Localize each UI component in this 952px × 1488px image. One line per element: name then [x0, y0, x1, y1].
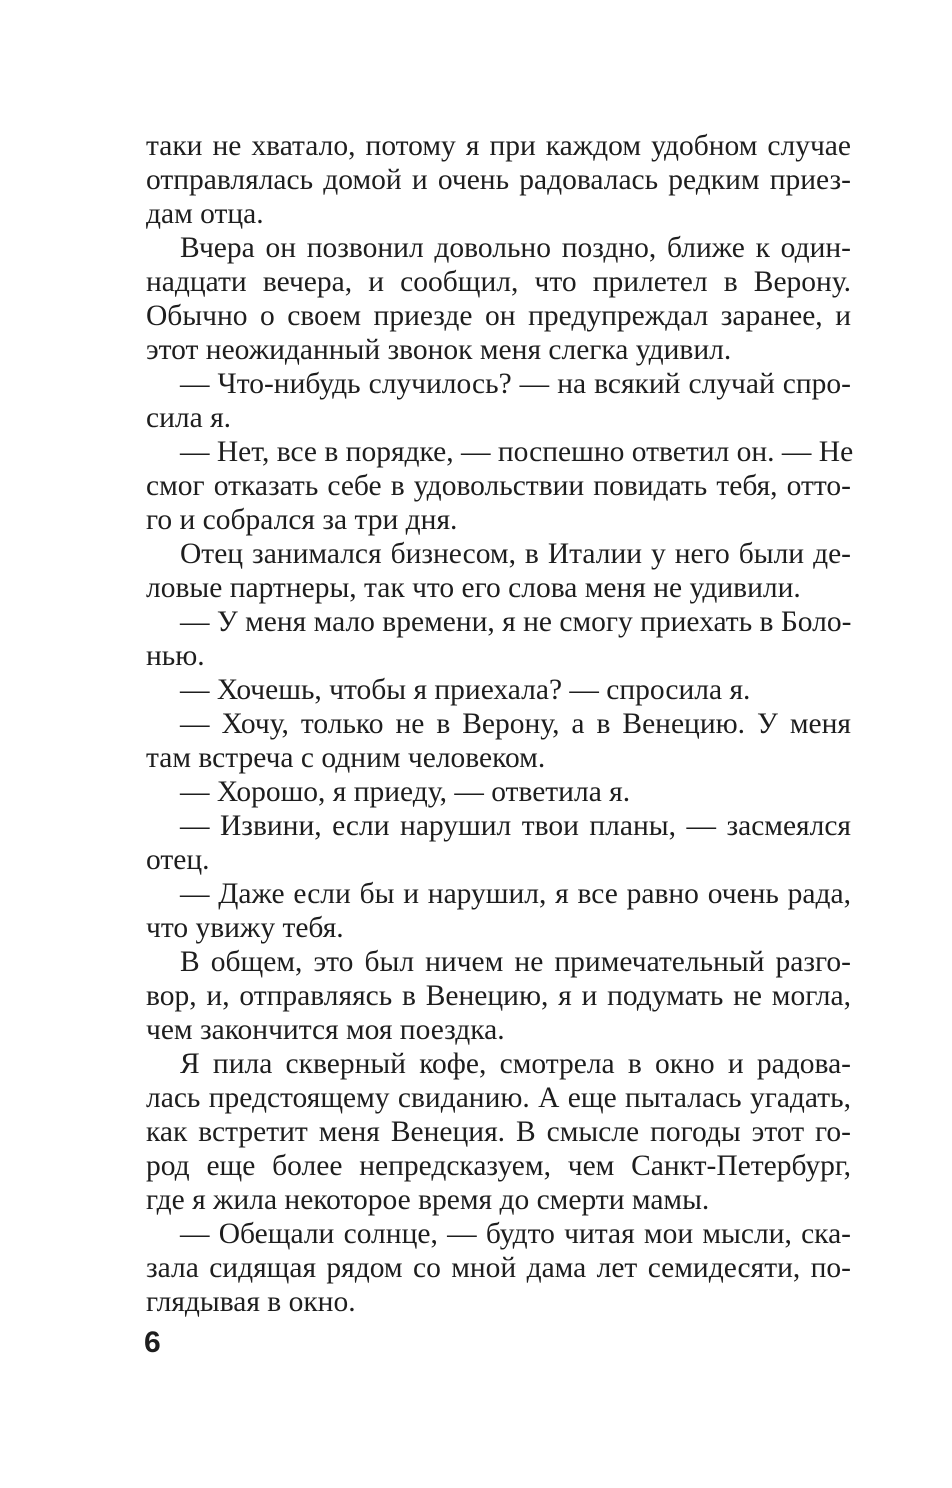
- text-line: Я пила скверный кофе, смотрела в окно и радова-: [180, 1048, 851, 1080]
- text-line: — Что-нибудь случилось? — на всякий случай спро-: [180, 368, 851, 400]
- text-line: лась предстоящему свиданию. А еще пыталась угадать,: [146, 1082, 851, 1114]
- text-line: там встреча с одним человеком.: [146, 742, 546, 774]
- text-line: Отец занимался бизнесом, в Италии у него были де-: [180, 538, 851, 570]
- text-line: надцати вечера, и сообщил, что прилетел в Верону.: [146, 266, 851, 298]
- text-line: — Хочешь, чтобы я приехала? — спросила я.: [180, 674, 751, 706]
- text-line: как встретит меня Венеция. В смысле погоды этот го-: [146, 1116, 851, 1148]
- text-line: — Извини, если нарушил твои планы, — засмеялся: [180, 810, 851, 842]
- text-line: — Даже если бы и нарушил, я все равно очень рада,: [180, 878, 851, 910]
- text-line: дам отца.: [146, 198, 264, 230]
- text-line: Вчера он позвонил довольно поздно, ближе к один-: [180, 232, 851, 264]
- text-line: таки не хватало, потому я при каждом удобном случае: [146, 130, 851, 162]
- text-line: Обычно о своем приезде он предупреждал заранее, и: [146, 300, 851, 332]
- text-line: вор, и, отправляясь в Венецию, я и подумать не могла,: [146, 980, 851, 1012]
- text-line: отец.: [146, 844, 210, 876]
- text-line: — Обещали солнце, — будто читая мои мысли, ска-: [180, 1218, 851, 1250]
- text-line: В общем, это был ничем не примечательный разго-: [180, 946, 851, 978]
- text-line: зала сидящая рядом со мной дама лет семидесяти, по-: [146, 1252, 851, 1284]
- text-line: этот неожиданный звонок меня слегка удивил.: [146, 334, 732, 366]
- text-line: — Нет, все в порядке, — поспешно ответил он. — Не: [180, 436, 854, 468]
- text-line: что увижу тебя.: [146, 912, 344, 944]
- text-line: — Хорошо, я приеду, — ответила я.: [180, 776, 631, 808]
- text-line: глядывая в окно.: [146, 1286, 356, 1318]
- text-line: где я жила некоторое время до смерти мамы.: [146, 1184, 710, 1216]
- text-line: ловые партнеры, так что его слова меня не удивили.: [146, 572, 801, 604]
- text-line: отправлялась домой и очень радовалась редким приез-: [146, 164, 851, 196]
- text-line: го и собрался за три дня.: [146, 504, 458, 536]
- text-line: смог отказать себе в удовольствии повидать тебя, отто-: [146, 470, 851, 502]
- text-line: нью.: [146, 640, 205, 672]
- text-line: — У меня мало времени, я не смогу приехать в Боло-: [180, 606, 852, 638]
- text-line: род еще более непредсказуем, чем Санкт-Петербург,: [146, 1150, 851, 1182]
- text-line: — Хочу, только не в Верону, а в Венецию. У меня: [180, 708, 851, 740]
- page-number: 6: [144, 1326, 161, 1359]
- text-line: сила я.: [146, 402, 232, 434]
- text-line: чем закончится моя поездка.: [146, 1014, 505, 1046]
